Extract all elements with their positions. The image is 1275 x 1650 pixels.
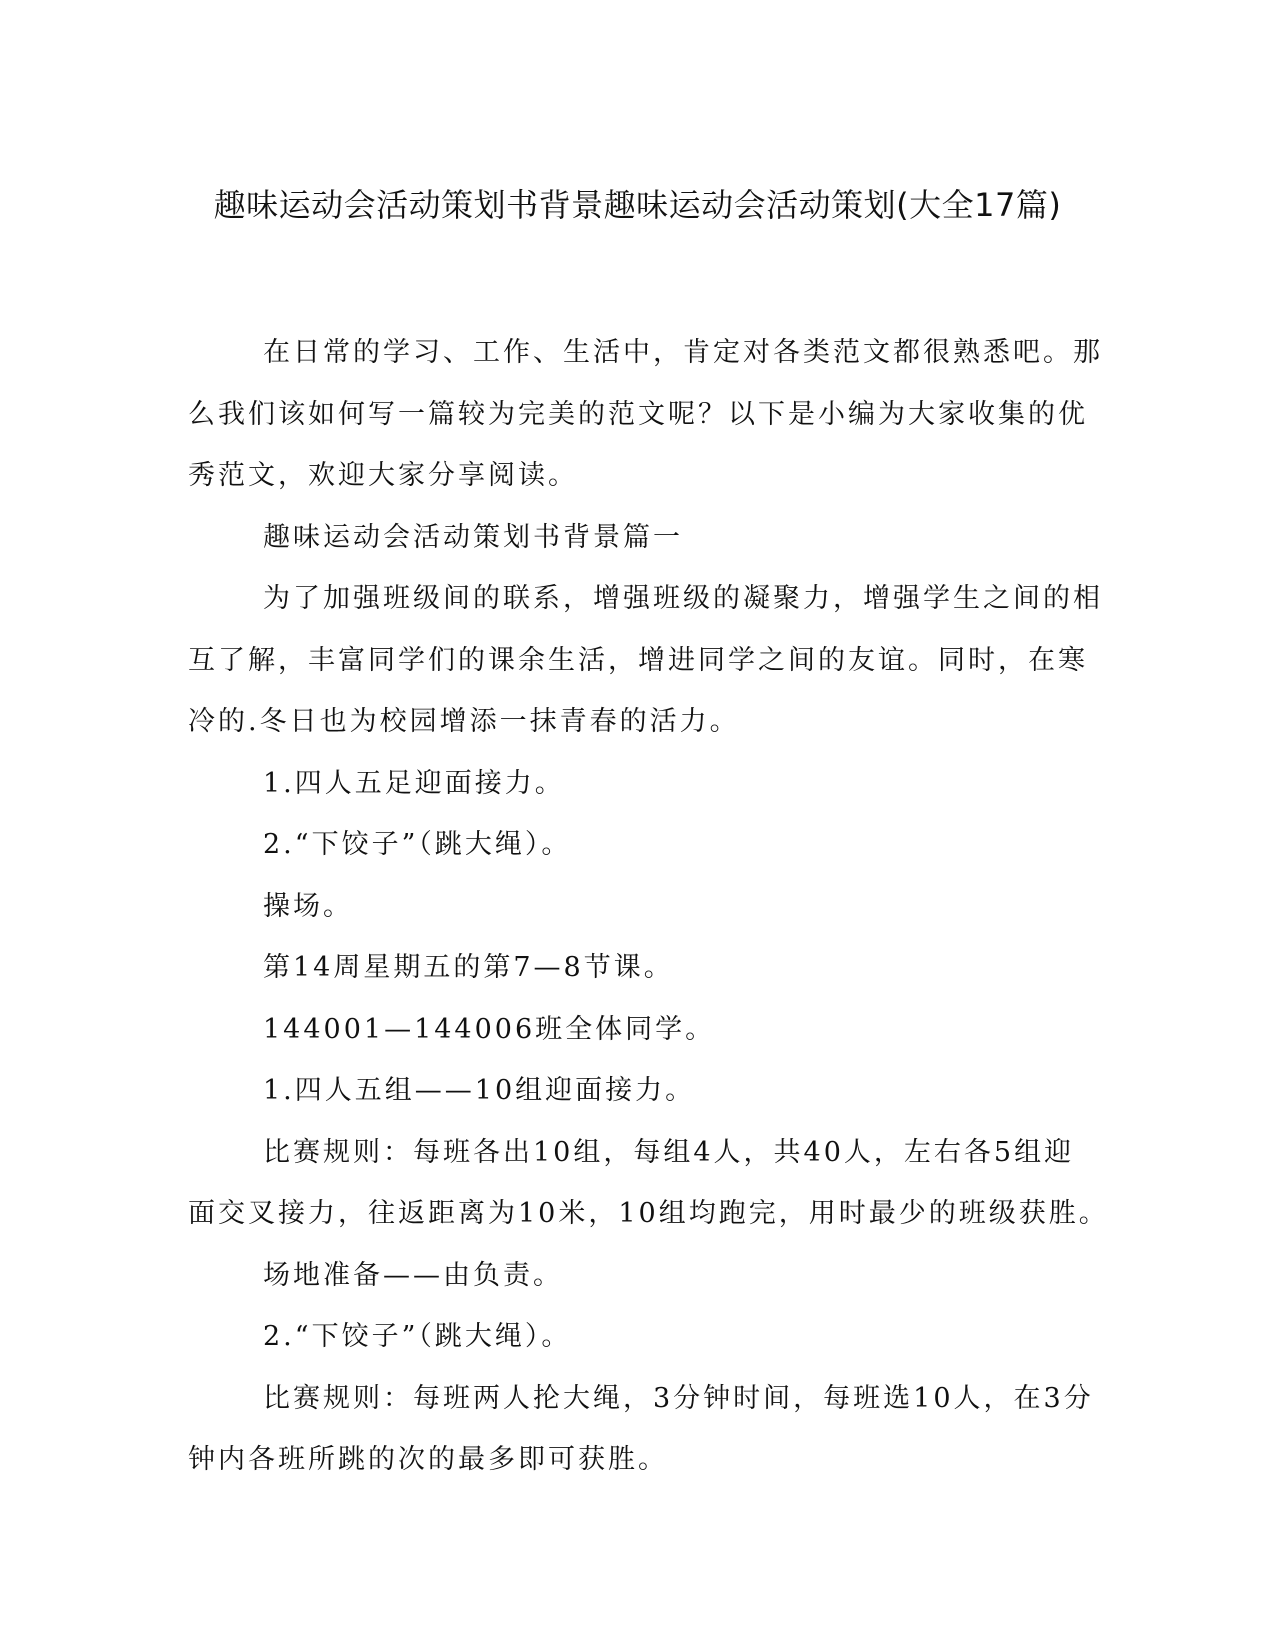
text-line: 比赛规则：每班各出10组，每组4人，共40人，左右各5组迎 bbox=[263, 1136, 1075, 1168]
text-line: 么我们该如何写一篇较为完美的范文呢？以下是小编为大家收集的优 bbox=[188, 398, 1088, 430]
purpose-paragraph bbox=[188, 568, 1103, 753]
text-line: 为了加强班级间的联系，增强班级的凝聚力，增强学生之间的相 bbox=[263, 583, 1103, 614]
text-line: 钟内各班所跳的次的最多即可获胜。 bbox=[188, 1444, 668, 1475]
text-line: 场地准备——由负责。 bbox=[263, 1259, 563, 1291]
participants-line bbox=[188, 999, 1068, 1061]
text-line: 趣味运动会活动策划书背景篇一 bbox=[263, 521, 683, 553]
intro-paragraph bbox=[188, 322, 1103, 507]
activity-item bbox=[188, 814, 1068, 876]
section-heading bbox=[188, 507, 1068, 569]
text-line: 面交叉接力，往返距离为10米，10组均跑完，用时最少的班级获胜。 bbox=[188, 1198, 1109, 1229]
text-line: 互了解，丰富同学们的课余生活，增进同学之间的友谊。同时，在寒 bbox=[188, 644, 1088, 676]
event-heading bbox=[188, 1306, 1068, 1368]
venue-preparation-line bbox=[188, 1245, 1068, 1307]
text-line: 2.“下饺子”（跳大绳）。 bbox=[263, 1321, 572, 1352]
event-heading bbox=[188, 1060, 1068, 1122]
document-body bbox=[188, 322, 1109, 1491]
text-line: 第14周星期五的第7—8节课。 bbox=[263, 952, 674, 983]
text-line: 秀范文，欢迎大家分享阅读。 bbox=[188, 460, 578, 491]
rules-paragraph bbox=[188, 1368, 1094, 1491]
activity-item bbox=[188, 753, 1068, 815]
document-title: 趣味运动会活动策划书背景趣味运动会活动策划(大全17篇) bbox=[213, 186, 1062, 224]
text-line: 操场。 bbox=[263, 890, 353, 922]
time-line bbox=[188, 937, 1068, 999]
location-line bbox=[188, 876, 1068, 938]
text-line: 冷的.冬日也为校园增添一抹青春的活力。 bbox=[188, 706, 740, 737]
text-line: 1.四人五足迎面接力。 bbox=[263, 767, 565, 799]
text-line: 1.四人五组——10组迎面接力。 bbox=[263, 1075, 696, 1106]
rules-paragraph bbox=[188, 1122, 1109, 1245]
text-line: 144001—144006班全体同学。 bbox=[263, 1013, 716, 1045]
text-line: 在日常的学习、工作、生活中，肯定对各类范文都很熟悉吧。那 bbox=[263, 337, 1103, 368]
text-line: 2.“下饺子”（跳大绳）。 bbox=[263, 829, 572, 860]
text-line: 比赛规则：每班两人抡大绳，3分钟时间，每班选10人，在3分 bbox=[263, 1382, 1094, 1414]
